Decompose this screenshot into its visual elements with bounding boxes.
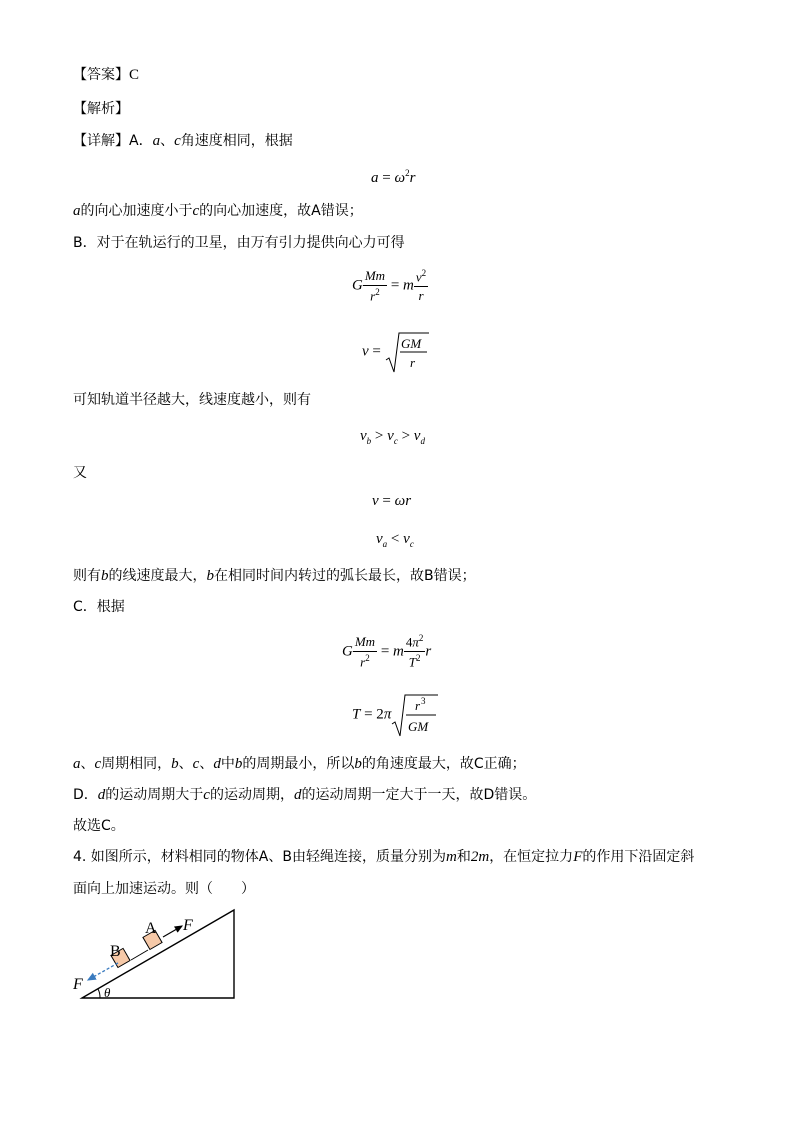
- equation-gravity-period: G $\frac{Mm}{r^2}$ = m $\frac{4\pi^2}{T^2}$ r: [342, 633, 432, 670]
- detail-b-intro: B．对于在轨运行的卫星，由万有引力提供向心力可得: [73, 235, 405, 251]
- force-arrow-up: [163, 926, 182, 937]
- svg-text:r: r: [409, 355, 415, 370]
- svg-text:GM: GM: [400, 336, 421, 351]
- equation-gravity-velocity: G $\frac{Mm}{r^2}$ = m $\frac{v^2}{r}$: [352, 268, 427, 304]
- equation-velocity: v = GM r: [362, 330, 429, 374]
- detail-c-intro: C．根据: [73, 599, 125, 615]
- detail-d-line: D．d的运动周期大于c的运动周期，d的运动周期一定大于一天，故D错误。: [73, 787, 537, 803]
- rope: [131, 950, 148, 960]
- detail-b-conclusion: 则有b的线速度最大，b在相同时间内转过的弧长最长，故B错误；: [73, 568, 476, 584]
- svg-text:r: r: [415, 698, 421, 713]
- detail-b-text3: 又: [73, 465, 87, 481]
- answer-label: 【答案】: [73, 67, 129, 83]
- svg-text:GM: GM: [408, 719, 429, 734]
- incline-figure: [70, 900, 270, 1010]
- answer-value: C: [129, 67, 140, 83]
- detail-a-line: 【详解】A．a、c角速度相同，根据: [73, 133, 293, 149]
- label-b: B: [110, 943, 121, 960]
- analysis-label: 【解析】: [73, 101, 129, 117]
- detail-b-text2: 可知轨道半径越大，线速度越小，则有: [73, 392, 311, 408]
- svg-text:3: 3: [421, 696, 426, 706]
- equation-centripetal: $a = \omega^2r$: [371, 168, 416, 186]
- question4-line2: 面向上加速运动。则（ ）: [73, 881, 255, 897]
- answer-line: [73, 65, 139, 85]
- equation-velocity-order: $v_b > v_c > v_d$: [360, 428, 425, 446]
- conclusion-line: 故选C。: [73, 818, 125, 834]
- detail-a-conclusion: a的向心加速度小于c的向心加速度，故A错误；: [73, 203, 363, 219]
- equation-period: T = 2π r 3 GM: [352, 692, 439, 738]
- detail-label: 【详解】: [73, 133, 129, 149]
- question4-line1: 4. 如图所示，材料相同的物体A、B由轻绳连接，质量分别为m和2m，在恒定拉力F的作用下沿固定斜: [73, 849, 695, 865]
- angle-arc: [98, 989, 100, 998]
- label-a: A: [145, 920, 157, 937]
- label-f-down: F: [73, 976, 83, 993]
- force-arrow-down: [88, 963, 118, 980]
- label-theta: θ: [104, 985, 111, 1000]
- equation-va-vc: $v_a < v_c$: [376, 531, 414, 549]
- equation-v-omega-r: v = ωr: [372, 493, 412, 509]
- detail-c-conclusion: a、c周期相同，b、c、d中b的周期最小，所以b的角速度最大，故C正确；: [73, 756, 526, 772]
- label-f-up: F: [183, 917, 193, 934]
